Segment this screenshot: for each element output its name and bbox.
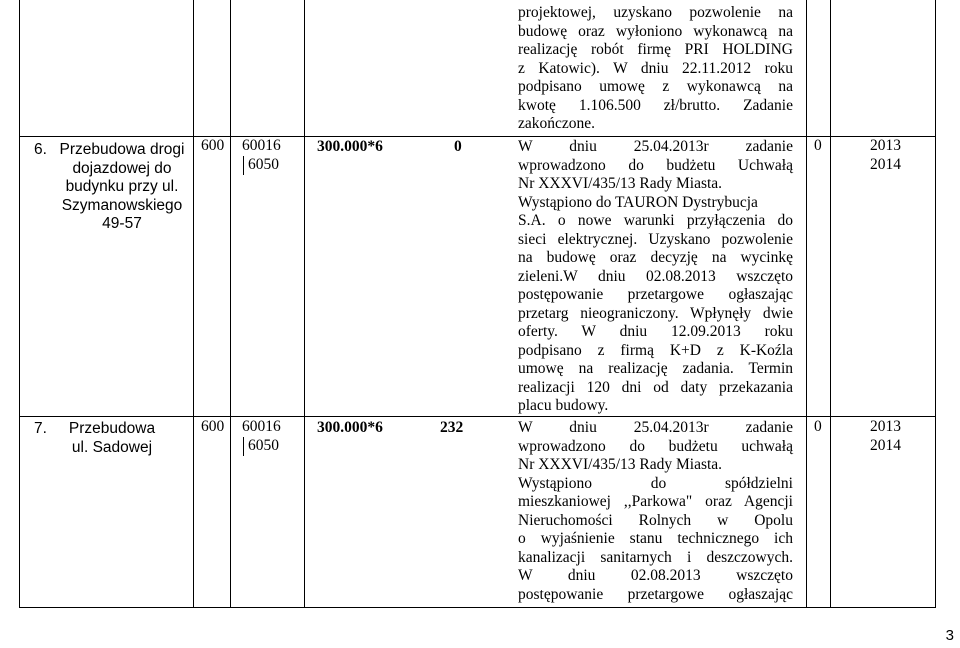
text-line: umowę na realizację zadania. Termin [518, 360, 793, 377]
text-line: placu budowy. [518, 397, 609, 414]
task-name [52, 141, 192, 234]
grid-line [19, 0, 20, 608]
paragraph-code: 6050 [243, 156, 279, 175]
zero-value: 0 [814, 418, 822, 435]
row-number: 7. [34, 420, 47, 437]
text-line: W dniu 25.04.2013r zadanie [518, 419, 793, 436]
text-line: zieleni.W dniu 02.08.2013 wszczęto [518, 267, 793, 285]
grid-line [19, 136, 936, 137]
continuation-text [518, 4, 793, 134]
chapter-code: 60016 [242, 418, 281, 435]
text-line: postępowanie przetargowe ogłaszając [518, 585, 793, 603]
text-line: kwotę 1.106.500 zł/brutto. Zadanie [518, 96, 793, 114]
text-line: postępowanie przetargowe ogłaszając [518, 286, 793, 303]
zero-value: 0 [814, 137, 822, 154]
text-line: podpisano umowę z wykonawcą na [518, 78, 793, 95]
section-code: 600 [201, 137, 225, 154]
text-line: Wystąpiono do TAURON Dystrybucja [518, 193, 758, 211]
text-line: o wyjaśnienie stanu technicznego ich [518, 530, 793, 547]
text-line: ul. Sadowej [71, 438, 153, 456]
text-line: W dniu 02.08.2013 wszczęto [518, 567, 793, 584]
grid-line [19, 416, 936, 417]
text-line: Szymanowskiego [61, 196, 183, 214]
year-start: 2013 [870, 418, 901, 435]
grid-line [193, 0, 194, 608]
text-line: na budowę oraz decyzję na wycinkę [518, 249, 793, 266]
year-start: 2013 [870, 137, 901, 154]
text-line: Nr XXXVI/435/13 Rady Miasta. [518, 456, 723, 473]
grid-line [19, 607, 936, 608]
text-line: 49-57 [102, 215, 142, 232]
spent-amount: 0 [454, 138, 462, 155]
text-line: budowę oraz wyłoniono wykonawcą na [518, 22, 793, 40]
grid-line [830, 0, 831, 608]
spent-amount: 232 [440, 419, 464, 436]
grid-line [935, 0, 936, 608]
text-line: wprowadzono do budżetu Uchwałą [518, 156, 793, 174]
text-line: Wystąpiono do spółdzielni [518, 474, 793, 492]
text-line: projektowej, uzyskano pozwolenie na [518, 4, 793, 21]
text-line: z Katowic). W dniu 22.11.2012 roku [518, 59, 793, 77]
text-line: Nieruchomości Rolnych w Opolu [518, 511, 793, 529]
text-line: Przebudowa drogi [59, 141, 185, 158]
grid-line [806, 0, 807, 608]
chapter-code: 60016 [242, 137, 281, 154]
page-number: 3 [945, 627, 954, 644]
text-line: mieszkaniowej ,,Parkowa" oraz Agencji [518, 493, 793, 510]
grid-line [304, 0, 305, 608]
text-line: sieci elektrycznej. Uzyskano pozwolenie [518, 230, 793, 248]
year-end: 2014 [870, 156, 901, 173]
text-line: wprowadzono do budżetu uchwałą [518, 437, 793, 455]
text-line: S.A. o nowe warunki przyłączenia do [518, 212, 793, 229]
text-line: podpisano z firmą K+D z K-Koźla [518, 341, 793, 359]
text-line: kanalizacji sanitarnych i deszczowych. [518, 548, 793, 566]
text-line: zakończone. [518, 115, 596, 132]
year-end: 2014 [870, 437, 901, 454]
planned-amount: 300.000*6 [317, 138, 383, 155]
text-line: realizację robót firmę PRI HOLDING [518, 41, 793, 58]
paragraph-code: 6050 [243, 437, 279, 456]
task-name [52, 420, 172, 457]
row-number: 6. [34, 141, 47, 158]
text-line: Nr XXXVI/435/13 Rady Miasta. [518, 175, 723, 192]
text-line: W dniu 25.04.2013r zadanie [518, 138, 793, 155]
task-description [518, 138, 793, 416]
grid-line [230, 0, 231, 608]
planned-amount: 300.000*6 [317, 419, 383, 436]
text-line: budynku przy ul. [65, 178, 179, 195]
text-line: oferty. W dniu 12.09.2013 roku [518, 323, 793, 340]
text-line: dojazdowej do [72, 159, 172, 177]
section-code: 600 [201, 418, 225, 435]
text-line: realizacji 120 dni od daty przekazania [518, 378, 793, 396]
text-line: przetarg nieograniczony. Wpłynęły dwie [518, 304, 793, 322]
text-line: Przebudowa [68, 420, 156, 437]
task-description [518, 419, 793, 604]
